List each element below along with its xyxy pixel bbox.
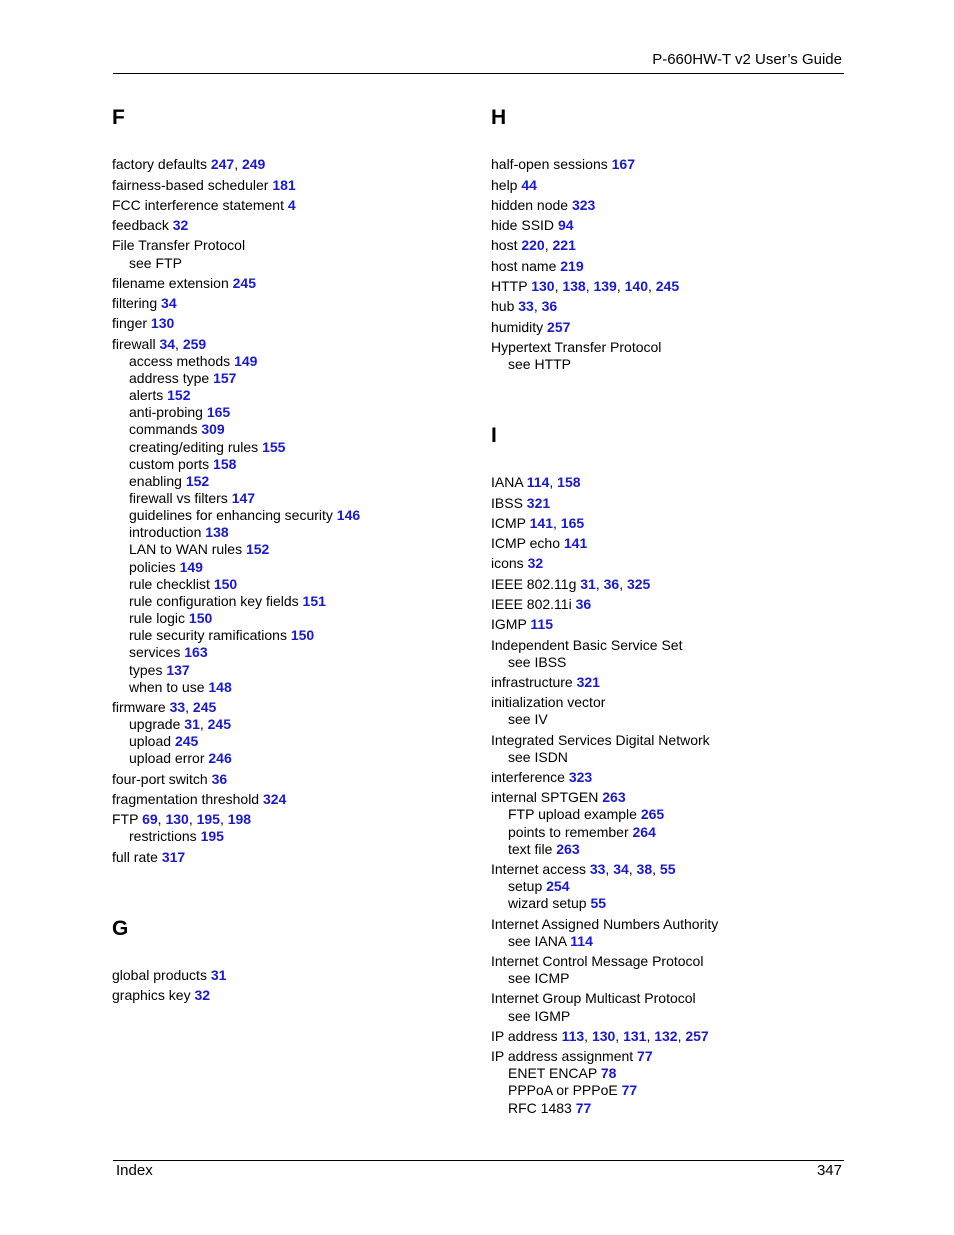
index-subentry: upgrade 31, 245 bbox=[129, 716, 231, 732]
page-link[interactable]: 140 bbox=[624, 278, 648, 294]
page-link[interactable]: 158 bbox=[213, 456, 237, 472]
page-link[interactable]: 55 bbox=[590, 895, 607, 911]
page-link[interactable]: 78 bbox=[600, 1065, 617, 1081]
index-subentry bbox=[129, 627, 314, 644]
index-subentry bbox=[129, 576, 237, 593]
index-term: hide SSID bbox=[491, 217, 555, 233]
index-term: File Transfer Protocol bbox=[112, 237, 246, 253]
index-entry bbox=[112, 987, 210, 1004]
page-link[interactable]: 141 bbox=[563, 535, 588, 551]
index-term: restrictions bbox=[129, 828, 197, 844]
index-entry bbox=[112, 967, 226, 984]
page-link[interactable]: 165 bbox=[206, 404, 231, 420]
page-link[interactable]: 114 bbox=[570, 933, 593, 949]
index-term: IP address assignment bbox=[491, 1048, 634, 1064]
page-link[interactable]: 264 bbox=[632, 824, 656, 840]
page-link[interactable]: 165 bbox=[560, 515, 585, 531]
index-subentry bbox=[129, 610, 212, 627]
index-entry bbox=[112, 217, 188, 234]
index-term: ICMP bbox=[491, 515, 526, 531]
page-link[interactable]: 31 bbox=[184, 716, 200, 732]
index-subentry bbox=[129, 828, 224, 845]
page-link[interactable]: 155 bbox=[262, 439, 286, 455]
page-link[interactable]: 245 bbox=[192, 699, 217, 715]
index-entry bbox=[491, 769, 592, 786]
index-entry: Internet access 33, 34, 38, 55 bbox=[491, 861, 676, 877]
index-term: icons bbox=[491, 555, 524, 571]
page-link[interactable]: 130 bbox=[591, 1028, 616, 1044]
page-link[interactable]: 31 bbox=[580, 576, 596, 592]
page-link[interactable]: 151 bbox=[302, 593, 326, 609]
page-link[interactable]: 33 bbox=[518, 298, 534, 314]
page-link[interactable]: 167 bbox=[611, 156, 635, 172]
index-term: filtering bbox=[112, 295, 158, 311]
index-subentry bbox=[129, 370, 236, 387]
index-entry bbox=[491, 177, 537, 194]
index-term: RFC 1483 bbox=[508, 1100, 572, 1116]
index-term: global products bbox=[112, 967, 207, 983]
index-term: upload bbox=[129, 733, 172, 749]
index-subentry bbox=[129, 662, 190, 679]
index-entry bbox=[491, 197, 595, 214]
index-letter-heading: I bbox=[491, 424, 497, 447]
page-link[interactable]: 323 bbox=[568, 769, 593, 785]
index-term: address type bbox=[129, 370, 210, 386]
page-link[interactable]: 220 bbox=[521, 237, 545, 253]
page-link[interactable]: 33 bbox=[589, 861, 606, 877]
index-term: rule logic bbox=[129, 610, 186, 626]
page-link[interactable]: 148 bbox=[208, 679, 232, 695]
index-term: when to use bbox=[129, 679, 205, 695]
index-term: IGMP bbox=[491, 616, 527, 632]
page-link[interactable]: 321 bbox=[576, 674, 600, 690]
page-link[interactable]: 115 bbox=[530, 616, 554, 632]
index-entry bbox=[491, 637, 682, 654]
index-term: rule checklist bbox=[129, 576, 210, 592]
index-subentry bbox=[508, 878, 570, 895]
index-subentry bbox=[508, 1065, 616, 1082]
page-link[interactable]: 146 bbox=[336, 507, 361, 523]
page-link[interactable]: 257 bbox=[685, 1028, 709, 1044]
index-term: policies bbox=[129, 559, 176, 575]
index-subentry bbox=[508, 356, 571, 373]
index-term: Integrated Services Digital Network bbox=[491, 732, 710, 748]
page-link[interactable]: 34 bbox=[161, 295, 177, 311]
index-term: help bbox=[491, 177, 518, 193]
index-term: four-port switch bbox=[112, 771, 208, 787]
index-term: alerts bbox=[129, 387, 164, 403]
index-subentry bbox=[129, 733, 198, 750]
index-subentry bbox=[129, 750, 232, 767]
index-term: interference bbox=[491, 769, 565, 785]
page-link[interactable]: 163 bbox=[184, 644, 208, 660]
index-term: IANA bbox=[491, 474, 523, 490]
page-link[interactable]: 55 bbox=[659, 861, 676, 877]
page-link[interactable]: 245 bbox=[174, 733, 199, 749]
index-term: host bbox=[491, 237, 518, 253]
index-term: access methods bbox=[129, 353, 231, 369]
index-entry bbox=[112, 315, 174, 332]
index-term: upload error bbox=[129, 750, 205, 766]
index-term: ENET ENCAP bbox=[508, 1065, 597, 1081]
index-term: PPPoA or PPPoE bbox=[508, 1082, 618, 1098]
index-entry bbox=[491, 339, 661, 356]
index-subentry bbox=[508, 895, 606, 912]
page-link[interactable]: 324 bbox=[262, 791, 287, 807]
page-link[interactable]: 38 bbox=[636, 861, 653, 877]
index-subentry bbox=[508, 711, 548, 728]
page-link[interactable]: 36 bbox=[541, 298, 558, 314]
index-term: HTTP bbox=[491, 278, 528, 294]
index-entry: host 220, 221 bbox=[491, 237, 576, 253]
index-term: text file bbox=[508, 841, 553, 857]
index-entry: ICMP 141, 165 bbox=[491, 515, 585, 531]
page-link[interactable]: 34 bbox=[613, 861, 629, 877]
index-term: FTP bbox=[112, 811, 139, 827]
index-subentry bbox=[129, 473, 209, 490]
index-term: firewall vs filters bbox=[129, 490, 228, 506]
index-term: custom ports bbox=[129, 456, 210, 472]
page-link[interactable]: 4 bbox=[287, 197, 296, 213]
page-link[interactable]: 152 bbox=[185, 473, 210, 489]
page-link[interactable]: 77 bbox=[575, 1100, 592, 1116]
index-subentry bbox=[508, 1008, 570, 1025]
page-link[interactable]: 33 bbox=[169, 699, 186, 715]
index-entry bbox=[491, 694, 605, 711]
page-link[interactable]: 245 bbox=[207, 716, 231, 732]
page-link[interactable]: 321 bbox=[526, 495, 551, 511]
index-subentry bbox=[129, 559, 203, 576]
page-link[interactable]: 257 bbox=[547, 319, 571, 335]
page-link[interactable]: 195 bbox=[196, 811, 220, 827]
index-entry bbox=[491, 555, 543, 572]
page-link[interactable]: 317 bbox=[161, 849, 186, 865]
index-entry bbox=[491, 596, 591, 613]
index-term: internal SPTGEN bbox=[491, 789, 599, 805]
index-entry: factory defaults 247, 249 bbox=[112, 156, 266, 172]
index-term: see IBSS bbox=[508, 654, 567, 670]
page-link[interactable]: 130 bbox=[150, 315, 175, 331]
page-link[interactable]: 152 bbox=[245, 541, 270, 557]
index-subentry bbox=[129, 679, 232, 696]
index-term: host name bbox=[491, 258, 557, 274]
index-subentry bbox=[129, 421, 225, 438]
index-entry bbox=[491, 732, 710, 749]
page-link[interactable]: 158 bbox=[557, 474, 581, 490]
index-entry bbox=[112, 295, 177, 312]
index-term: enabling bbox=[129, 473, 182, 489]
index-term: graphics key bbox=[112, 987, 191, 1003]
index-term: see ISDN bbox=[508, 749, 568, 765]
index-letter-heading: F bbox=[112, 106, 125, 129]
index-entry: IP address 113, 130, 131, 132, 257 bbox=[491, 1028, 709, 1044]
index-term: infrastructure bbox=[491, 674, 573, 690]
index-term: see IGMP bbox=[508, 1008, 571, 1024]
index-entry bbox=[491, 953, 703, 970]
index-term: LAN to WAN rules bbox=[129, 541, 243, 557]
index-term: feedback bbox=[112, 217, 169, 233]
index-entry bbox=[112, 849, 185, 866]
index-term: Internet Group Multicast Protocol bbox=[491, 990, 696, 1006]
index-entry bbox=[112, 177, 296, 194]
index-entry: FTP 69, 130, 195, 198 bbox=[112, 811, 252, 827]
index-entry bbox=[491, 674, 600, 691]
page-link[interactable]: 131 bbox=[623, 1028, 647, 1044]
index-term: see HTTP bbox=[508, 356, 572, 372]
page-link[interactable]: 94 bbox=[557, 217, 574, 233]
index-entry bbox=[491, 789, 626, 806]
page-link[interactable]: 139 bbox=[593, 278, 617, 294]
index-term: IBSS bbox=[491, 495, 523, 511]
page-link[interactable]: 157 bbox=[213, 370, 237, 386]
page-link[interactable]: 150 bbox=[213, 576, 238, 592]
index-term: IP address bbox=[491, 1028, 558, 1044]
page-link[interactable]: 44 bbox=[521, 177, 537, 193]
page-link[interactable]: 263 bbox=[602, 789, 626, 805]
index-term: points to remember bbox=[508, 824, 629, 840]
index-subentry bbox=[508, 970, 569, 987]
index-subentry bbox=[129, 507, 360, 524]
index-entry bbox=[112, 237, 245, 254]
index-term: Hypertext Transfer Protocol bbox=[491, 339, 662, 355]
index-subentry bbox=[508, 933, 593, 950]
index-term: guidelines for enhancing security bbox=[129, 507, 333, 523]
page-link[interactable]: 265 bbox=[640, 806, 665, 822]
index-subentry bbox=[129, 593, 326, 610]
page-link[interactable]: 152 bbox=[167, 387, 191, 403]
index-subentry bbox=[129, 644, 208, 661]
index-entry bbox=[491, 156, 635, 173]
header-rule bbox=[113, 73, 844, 74]
index-letter-heading: G bbox=[112, 917, 129, 940]
index-term: Internet access bbox=[491, 861, 586, 877]
index-term: fairness-based scheduler bbox=[112, 177, 269, 193]
page-link[interactable]: 36 bbox=[603, 576, 620, 592]
index-subentry bbox=[129, 490, 255, 507]
index-term: rule configuration key fields bbox=[129, 593, 299, 609]
index-entry bbox=[112, 197, 296, 214]
index-subentry bbox=[508, 749, 568, 766]
index-term: FTP upload example bbox=[508, 806, 637, 822]
page-link[interactable]: 32 bbox=[194, 987, 211, 1003]
index-term: upgrade bbox=[129, 716, 181, 732]
page-link[interactable]: 259 bbox=[182, 336, 207, 352]
page-link[interactable]: 198 bbox=[227, 811, 252, 827]
page-link[interactable]: 149 bbox=[234, 353, 258, 369]
page-link[interactable]: 221 bbox=[552, 237, 576, 253]
index-term: ICMP echo bbox=[491, 535, 560, 551]
index-term: fragmentation threshold bbox=[112, 791, 260, 807]
index-entry bbox=[491, 495, 550, 512]
running-header-title: P-660HW-T v2 User’s Guide bbox=[652, 51, 842, 68]
index-entry: HTTP 130, 138, 139, 140, 245 bbox=[491, 278, 680, 294]
page-link[interactable]: 77 bbox=[637, 1048, 653, 1064]
index-entry bbox=[112, 771, 227, 788]
page-link[interactable]: 36 bbox=[211, 771, 228, 787]
index-subentry bbox=[508, 1082, 637, 1099]
index-entry bbox=[491, 258, 584, 275]
page-link[interactable]: 245 bbox=[655, 278, 680, 294]
index-subentry bbox=[508, 806, 664, 823]
index-term: initialization vector bbox=[491, 694, 606, 710]
page-link[interactable]: 31 bbox=[210, 967, 227, 983]
page-link[interactable]: 130 bbox=[531, 278, 555, 294]
page-link[interactable]: 149 bbox=[179, 559, 203, 575]
index-entry bbox=[112, 791, 286, 808]
index-entry: IANA 114, 158 bbox=[491, 474, 581, 490]
index-term: Internet Control Message Protocol bbox=[491, 953, 704, 969]
index-entry bbox=[491, 616, 553, 633]
page-link[interactable]: 130 bbox=[165, 811, 189, 827]
index-term: half-open sessions bbox=[491, 156, 608, 172]
page-link[interactable]: 325 bbox=[626, 576, 651, 592]
page-link[interactable]: 113 bbox=[561, 1028, 585, 1044]
index-term: wizard setup bbox=[508, 895, 587, 911]
index-term: firmware bbox=[112, 699, 166, 715]
index-entry: hub 33, 36 bbox=[491, 298, 558, 314]
footer-page-number: 347 bbox=[816, 1162, 842, 1179]
index-subentry bbox=[129, 439, 285, 456]
index-term: firewall bbox=[112, 336, 156, 352]
index-term: services bbox=[129, 644, 181, 660]
index-entry: firewall 34, 259 bbox=[112, 336, 207, 352]
index-subentry bbox=[508, 1100, 591, 1117]
page-link[interactable]: 323 bbox=[571, 197, 596, 213]
index-subentry bbox=[129, 541, 269, 558]
index-subentry bbox=[129, 456, 236, 473]
page-link[interactable]: 77 bbox=[621, 1082, 638, 1098]
page-link[interactable]: 32 bbox=[172, 217, 189, 233]
index-term: Internet Assigned Numbers Authority bbox=[491, 916, 719, 932]
index-term: hidden node bbox=[491, 197, 569, 213]
page-link[interactable]: 137 bbox=[166, 662, 190, 678]
page-link[interactable]: 219 bbox=[560, 258, 584, 274]
index-subentry bbox=[129, 387, 190, 404]
index-entry bbox=[112, 275, 256, 292]
page-link[interactable]: 138 bbox=[562, 278, 586, 294]
index-term: filename extension bbox=[112, 275, 229, 291]
page-link[interactable]: 138 bbox=[205, 524, 229, 540]
page-link[interactable]: 249 bbox=[241, 156, 266, 172]
index-term: rule security ramifications bbox=[129, 627, 287, 643]
page-link[interactable]: 150 bbox=[290, 627, 315, 643]
index-term: IEEE 802.11g bbox=[491, 576, 577, 592]
page-link[interactable]: 69 bbox=[142, 811, 158, 827]
page-link[interactable]: 114 bbox=[526, 474, 550, 490]
index-term: factory defaults bbox=[112, 156, 207, 172]
index-term: creating/editing rules bbox=[129, 439, 259, 455]
index-entry bbox=[491, 916, 718, 933]
page-link[interactable]: 195 bbox=[200, 828, 224, 844]
page-link[interactable]: 181 bbox=[272, 177, 296, 193]
index-subentry bbox=[129, 353, 257, 370]
index-term: full rate bbox=[112, 849, 158, 865]
index-term: anti-probing bbox=[129, 404, 203, 420]
index-entry bbox=[491, 319, 570, 336]
index-term: commands bbox=[129, 421, 198, 437]
index-subentry bbox=[508, 841, 580, 858]
index-term: see IANA bbox=[508, 933, 567, 949]
page-link[interactable]: 254 bbox=[546, 878, 570, 894]
page-link[interactable]: 147 bbox=[231, 490, 256, 506]
index-term: introduction bbox=[129, 524, 202, 540]
index-term: humidity bbox=[491, 319, 544, 335]
footer-section-label: Index bbox=[116, 1162, 153, 1179]
index-term: types bbox=[129, 662, 163, 678]
index-term: see ICMP bbox=[508, 970, 570, 986]
page-link[interactable]: 245 bbox=[232, 275, 256, 291]
index-entry bbox=[491, 217, 574, 234]
index-term: setup bbox=[508, 878, 543, 894]
footer-rule bbox=[113, 1160, 844, 1161]
page-link[interactable]: 247 bbox=[210, 156, 235, 172]
index-subentry bbox=[129, 255, 182, 272]
page-link[interactable]: 309 bbox=[201, 421, 225, 437]
index-term: finger bbox=[112, 315, 148, 331]
page-link[interactable]: 150 bbox=[188, 610, 213, 626]
index-subentry bbox=[508, 824, 656, 841]
index-term: see IV bbox=[508, 711, 548, 727]
index-term: IEEE 802.11i bbox=[491, 596, 572, 612]
page-link[interactable]: 246 bbox=[208, 750, 232, 766]
page-link[interactable]: 132 bbox=[654, 1028, 678, 1044]
index-term: FCC interference statement bbox=[112, 197, 284, 213]
index-entry bbox=[491, 535, 587, 552]
index-entry bbox=[491, 1048, 653, 1065]
index-term: Independent Basic Service Set bbox=[491, 637, 683, 653]
index-term: see FTP bbox=[129, 255, 182, 271]
page-link[interactable]: 141 bbox=[529, 515, 553, 531]
index-entry bbox=[491, 990, 696, 1007]
index-subentry bbox=[508, 654, 566, 671]
index-letter-heading: H bbox=[491, 106, 507, 129]
page-link[interactable]: 263 bbox=[556, 841, 580, 857]
index-entry: IEEE 802.11g 31, 36, 325 bbox=[491, 576, 651, 592]
index-subentry bbox=[129, 404, 230, 421]
index-subentry bbox=[129, 524, 229, 541]
index-term: hub bbox=[491, 298, 515, 314]
page-link[interactable]: 36 bbox=[575, 596, 592, 612]
index-entry: firmware 33, 245 bbox=[112, 699, 217, 715]
page-link[interactable]: 34 bbox=[159, 336, 176, 352]
page-link[interactable]: 32 bbox=[527, 555, 544, 571]
